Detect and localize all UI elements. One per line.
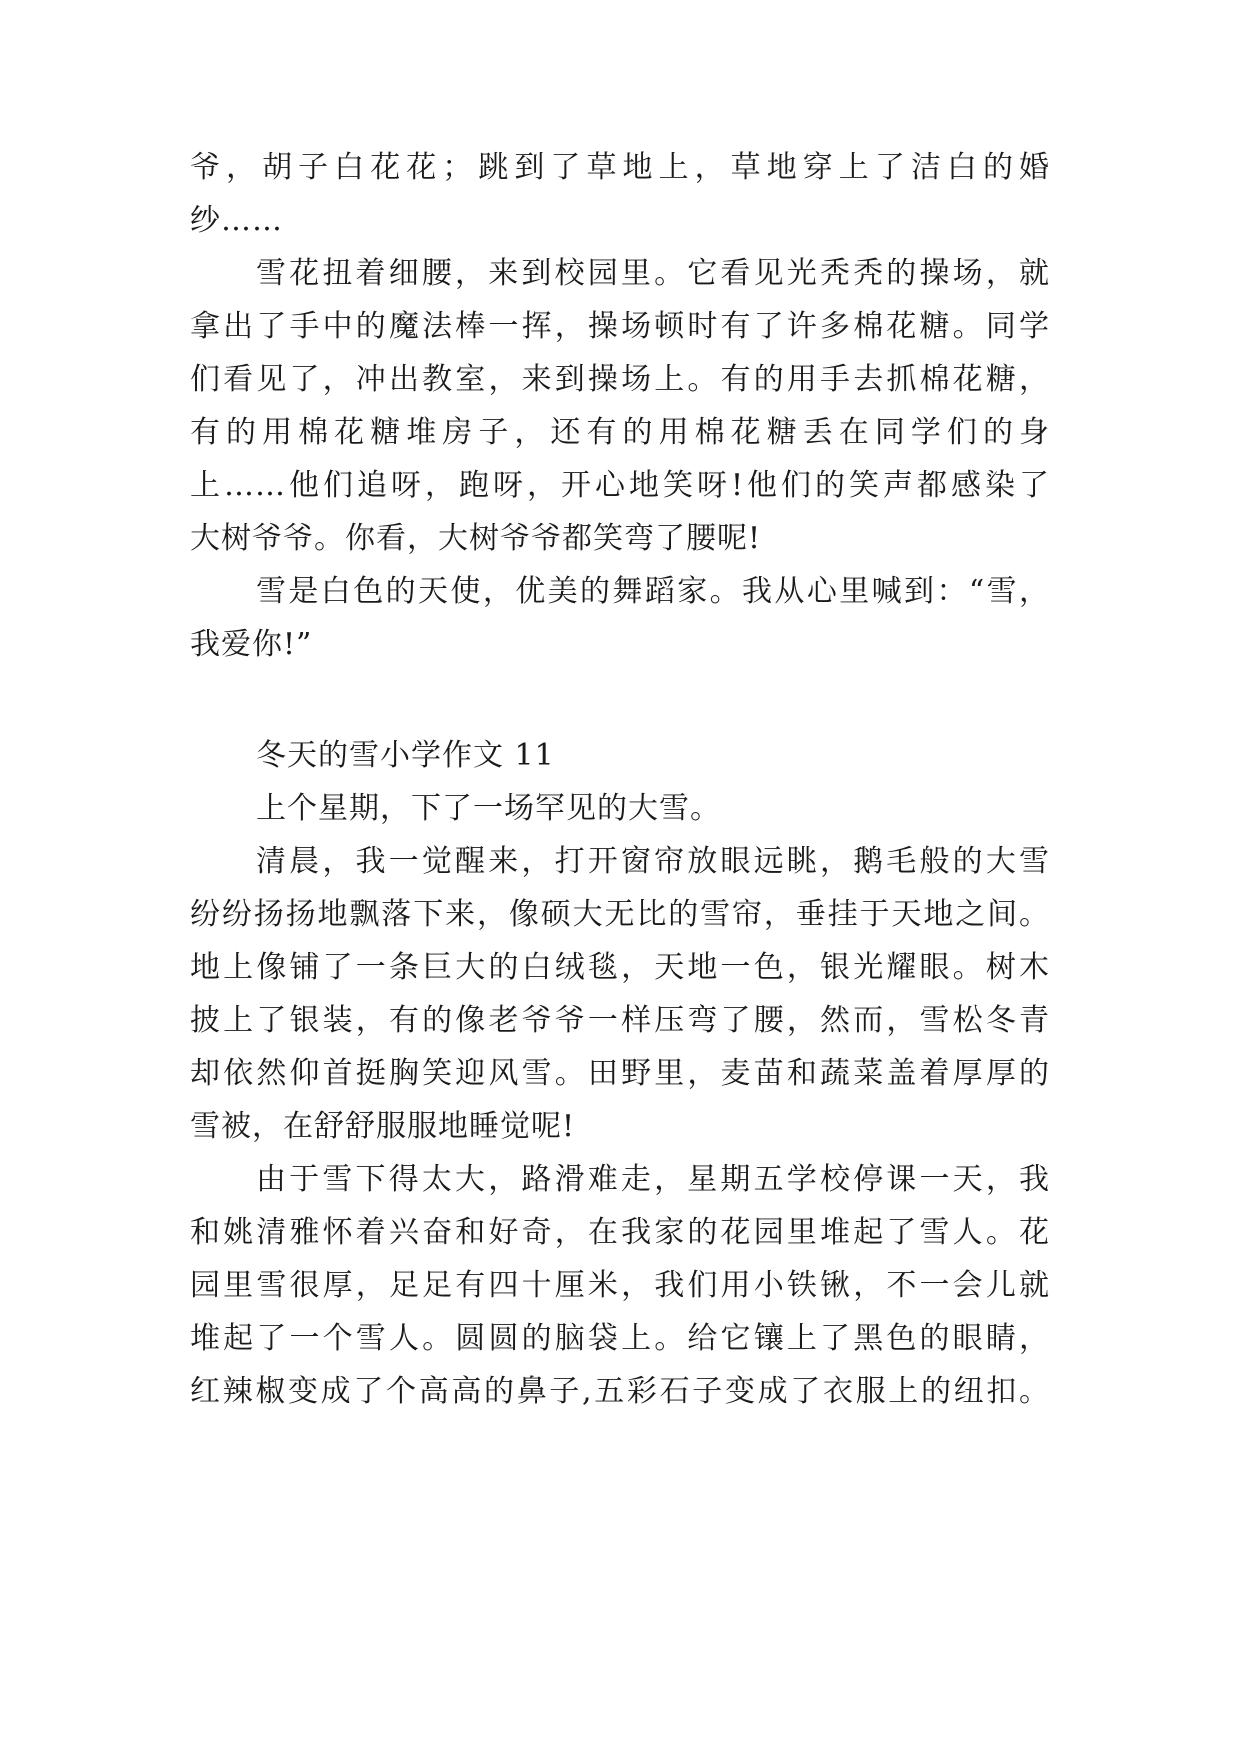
section-title: 冬天的雪小学作文 11 — [256, 738, 555, 773]
text-line: 雪被，在舒舒服服地睡觉呢! — [190, 1109, 576, 1144]
text-line: 们看见了，冲出教室，来到操场上。有的用手去抓棉花糖， — [190, 362, 1050, 397]
text-line: 地上像铺了一条巨大的白绒毯，天地一色，银光耀眼。树木 — [190, 950, 1050, 985]
text-line: 红辣椒变成了个高高的鼻子,五彩石子变成了衣服上的纽扣。 — [190, 1374, 1050, 1409]
text-line: 披上了银装，有的像老爷爷一样压弯了腰，然而，雪松冬青 — [190, 1003, 1050, 1038]
text-line: 纷纷扬扬地飘落下来，像硕大无比的雪帘，垂挂于天地之间。 — [190, 897, 1050, 932]
text-line: 园里雪很厚，足足有四十厘米，我们用小铁锹，不一会儿就 — [190, 1268, 1050, 1303]
text-line: 上……他们追呀，跑呀，开心地笑呀!他们的笑声都感染了 — [190, 468, 1050, 503]
text-line: 大树爷爷。你看，大树爷爷都笑弯了腰呢! — [190, 521, 762, 556]
paragraph-first-line: 雪花扭着细腰，来到校园里。它看见光秃秃的操场，就 — [256, 256, 1050, 291]
text-line: 拿出了手中的魔法棒一挥，操场顿时有了许多棉花糖。同学 — [190, 309, 1050, 344]
text-line: 我爱你!” — [190, 627, 313, 662]
paragraph-first-line: 由于雪下得太大，路滑难走，星期五学校停课一天，我 — [256, 1162, 1050, 1197]
text-line: 有的用棉花糖堆房子，还有的用棉花糖丢在同学们的身 — [190, 415, 1050, 450]
text-line: 和姚清雅怀着兴奋和好奇，在我家的花园里堆起了雪人。花 — [190, 1215, 1050, 1250]
text-line: 爷，胡子白花花；跳到了草地上，草地穿上了洁白的婚 — [190, 150, 1050, 185]
text-line: 纱…… — [190, 203, 283, 238]
paragraph-first-line: 清晨，我一觉醒来，打开窗帘放眼远眺，鹅毛般的大雪 — [256, 844, 1050, 879]
paragraph-first-line: 雪是白色的天使，优美的舞蹈家。我从心里喊到：“雪， — [256, 574, 1050, 609]
paragraph-first-line: 上个星期，下了一场罕见的大雪。 — [256, 791, 721, 826]
text-line: 堆起了一个雪人。圆圆的脑袋上。给它镶上了黑色的眼睛， — [190, 1321, 1050, 1356]
text-line: 却依然仰首挺胸笑迎风雪。田野里，麦苗和蔬菜盖着厚厚的 — [190, 1056, 1050, 1091]
